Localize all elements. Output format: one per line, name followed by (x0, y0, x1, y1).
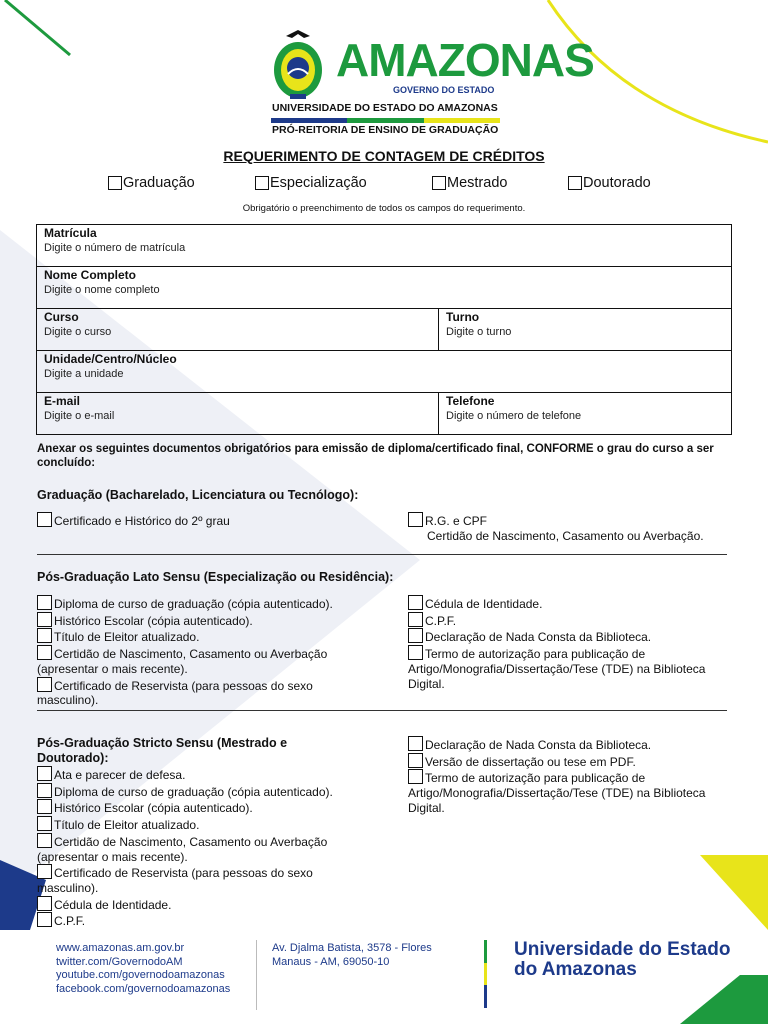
nome-input[interactable]: Digite o nome completo (44, 284, 160, 296)
lato-left-list (37, 595, 359, 708)
address-line: Av. Djalma Batista, 3578 - Flores (272, 942, 432, 954)
form-title: REQUERIMENTO DE CONTAGEM DE CRÉDITOS (223, 148, 545, 164)
yellow-corner-shape (700, 855, 768, 930)
curso-input[interactable]: Digite o curso (44, 326, 112, 338)
document-item[interactable]: Termo de autorização para publicação de Artigo/Monografia/Dissertação/Tese (TDE) na Biblioteca Digital. (408, 647, 706, 691)
footer-links (56, 942, 230, 996)
coat-of-arms-logo (268, 28, 328, 103)
section-lato-title: Pós-Graduação Lato Sensu (Especialização ou Residência): (37, 570, 394, 584)
document-item[interactable]: Ata e parecer de defesa. (37, 766, 359, 783)
email-field[interactable] (37, 393, 439, 435)
graduacao-left-list (37, 512, 377, 529)
checkbox[interactable] (37, 766, 52, 781)
document-item[interactable]: Cédula de Identidade. (408, 595, 733, 612)
degree-option-graduacao[interactable]: Graduação (108, 175, 195, 191)
pro-reitoria-title: PRÓ-REITORIA DE ENSINO DE GRADUAÇÃO (272, 124, 499, 136)
checkbox[interactable] (408, 645, 423, 660)
degree-option-doutorado[interactable]: Doutorado (568, 175, 651, 191)
checkbox[interactable] (408, 753, 423, 768)
checkbox[interactable] (37, 912, 52, 927)
section-divider (37, 710, 727, 711)
checkbox[interactable] (37, 512, 52, 527)
section-stricto-title: Pós-Graduação Stricto Sensu (Mestrado e Doutorado): (37, 736, 288, 765)
document-item[interactable]: Declaração de Nada Consta da Biblioteca. (408, 628, 733, 645)
document-item[interactable]: Diploma de curso de graduação (cópia autenticado). (37, 595, 359, 612)
email-input[interactable]: Digite o e-mail (44, 410, 115, 422)
footer-university-logo: Universidade do Estado do Amazonas (514, 939, 731, 980)
document-item[interactable]: R.G. e CPF (408, 512, 738, 529)
footer-link-facebook[interactable]: facebook.com/governodoamazonas (56, 982, 231, 995)
stricto-left-list (37, 766, 359, 929)
document-item[interactable]: Certificado de Reservista (para pessoas do sexo masculino). (37, 678, 313, 708)
checkbox[interactable] (37, 677, 52, 692)
footer-color-divider (484, 940, 487, 1008)
footer-link-twitter[interactable]: twitter.com/GovernodoAM (56, 955, 183, 968)
documents-intro: Anexar os seguintes documentos obrigatórios para emissão de diploma/certificado final, CONFORME o grau do curso a ser concluído: (37, 443, 714, 469)
checkbox[interactable] (37, 864, 52, 879)
field-label: Matrícula (44, 226, 97, 240)
matricula-field[interactable] (37, 225, 732, 267)
document-item[interactable]: Diploma de curso de graduação (cópia autenticado). (37, 783, 359, 800)
field-label: E-mail (44, 394, 81, 408)
document-item[interactable]: Certificado de Reservista (para pessoas do sexo masculino). (37, 866, 313, 895)
document-item[interactable]: Certidão de Nascimento, Casamento ou Averbação (apresentar o mais recente). (37, 647, 328, 676)
section-divider (37, 554, 727, 555)
stricto-right-list (408, 736, 733, 816)
document-item[interactable]: Cédula de Identidade. (37, 896, 359, 913)
checkbox[interactable] (408, 512, 423, 527)
document-item[interactable]: Título de Eleitor atualizado. (37, 628, 359, 645)
document-item[interactable]: Termo de autorização para publicação de Artigo/Monografia/Dissertação/Tese (TDE) na Biblioteca Digital. (408, 771, 706, 815)
degree-option-especializacao[interactable]: Especialização (255, 175, 367, 191)
document-item[interactable]: Certificado e Histórico do 2º grau (37, 512, 377, 529)
section-graduacao-title: Graduação (Bacharelado, Licenciatura ou Tecnólogo): (37, 488, 359, 502)
document-item[interactable]: C.P.F. (408, 612, 733, 629)
checkbox[interactable] (37, 896, 52, 911)
field-label: Turno (446, 310, 480, 324)
lato-right-list (408, 595, 733, 691)
checkbox[interactable] (37, 799, 52, 814)
unidade-input[interactable]: Digite a unidade (44, 368, 124, 380)
checkbox[interactable] (255, 176, 269, 190)
checkbox[interactable] (37, 833, 52, 848)
graduacao-right-list (408, 512, 738, 543)
required-note: Obrigatório o preenchimento de todos os campos do requerimento. (242, 203, 526, 214)
checkbox[interactable] (37, 595, 52, 610)
checkbox[interactable] (432, 176, 446, 190)
checkbox[interactable] (408, 628, 423, 643)
document-item[interactable]: Certidão de Nascimento, Casamento ou Averbação (apresentar o mais recente). (37, 834, 328, 864)
checkbox[interactable] (408, 595, 423, 610)
green-line (5, 0, 70, 55)
checkbox[interactable] (108, 176, 122, 190)
degree-option-mestrado[interactable]: Mestrado (432, 175, 507, 191)
document-item[interactable]: Histórico Escolar (cópia autenticado). (37, 799, 359, 816)
unidade-field[interactable] (37, 351, 732, 393)
document-item[interactable]: Versão de dissertação ou tese em PDF. (408, 753, 733, 770)
turno-field[interactable] (439, 309, 732, 351)
checkbox[interactable] (37, 628, 52, 643)
checkbox[interactable] (37, 645, 52, 660)
footer-divider (256, 940, 257, 1010)
footer-link-site[interactable]: www.amazonas.am.gov.br (56, 942, 185, 954)
document-item[interactable]: C.P.F. (37, 912, 359, 929)
checkbox[interactable] (568, 176, 582, 190)
field-label: Curso (44, 310, 79, 324)
address-line: Manaus - AM, 69050-10 (272, 955, 390, 968)
checkbox[interactable] (37, 816, 52, 831)
color-bar (271, 118, 500, 123)
telefone-field[interactable] (439, 393, 732, 435)
document-item[interactable]: Declaração de Nada Consta da Biblioteca. (408, 736, 733, 753)
matricula-input[interactable]: Digite o número de matrícula (44, 242, 186, 254)
field-label: Nome Completo (44, 268, 137, 282)
telefone-input[interactable]: Digite o número de telefone (446, 410, 582, 422)
turno-input[interactable]: Digite o turno (446, 326, 512, 338)
document-item[interactable]: Histórico Escolar (cópia autenticado). (37, 612, 359, 629)
curso-field[interactable] (37, 309, 439, 351)
checkbox[interactable] (408, 769, 423, 784)
document-item-text: Certidão de Nascimento, Casamento ou Averbação. (427, 528, 704, 543)
footer-address (272, 942, 432, 969)
field-label: Unidade/Centro/Núcleo (44, 352, 177, 366)
checkbox[interactable] (37, 612, 52, 627)
footer-link-youtube[interactable]: youtube.com/governodoamazonas (56, 969, 225, 981)
nome-field[interactable] (37, 267, 732, 309)
brand-name: AMAZONAS (336, 34, 594, 86)
field-label: Telefone (446, 394, 495, 408)
checkbox[interactable] (408, 736, 423, 751)
green-corner-shape (680, 975, 768, 1024)
brand-subtitle: GOVERNO DO ESTADO (393, 85, 495, 95)
checkbox[interactable] (408, 612, 423, 627)
checkbox[interactable] (37, 783, 52, 798)
university-title: UNIVERSIDADE DO ESTADO DO AMAZONAS (272, 102, 498, 114)
document-item[interactable]: Título de Eleitor atualizado. (37, 816, 359, 833)
student-info-table (36, 224, 732, 435)
